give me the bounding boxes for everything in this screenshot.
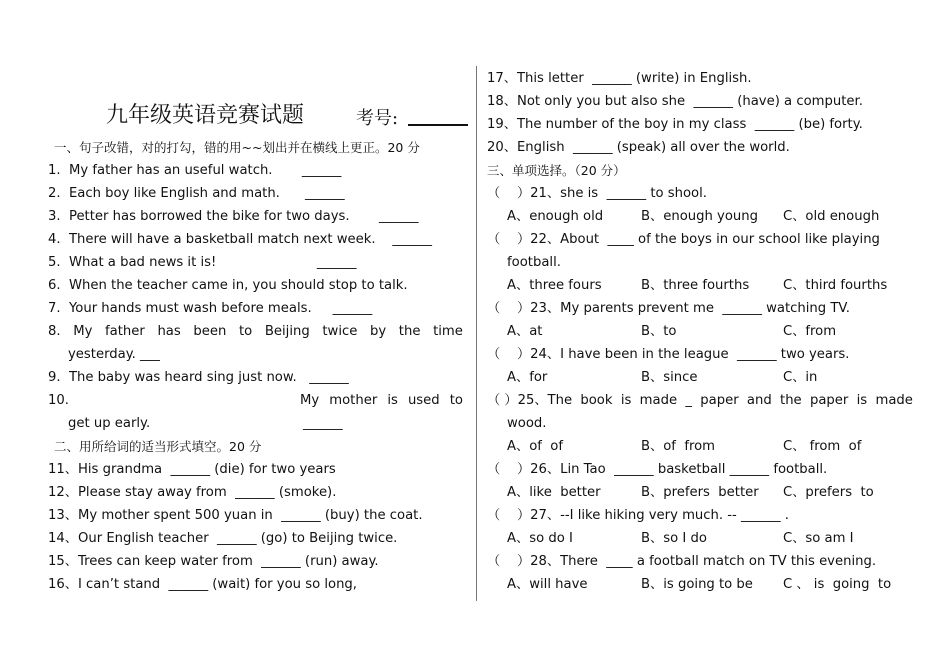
question-line: 17、This letter ______ (write) in English.	[487, 71, 752, 86]
question-line: 2. Each boy like English and math. ______	[48, 186, 345, 201]
question-line: （ ）28、There ____ a football match on TV this evening.	[487, 554, 877, 569]
word: 8.	[48, 324, 61, 339]
question-line: （ ）22、About ____ of the boys in our school like playing	[487, 232, 880, 247]
exam-number-blank	[408, 124, 468, 126]
word: father	[105, 324, 145, 339]
option-b: B、enough young	[641, 209, 759, 224]
question-line: 4. There will have a basketball match next week. ______	[48, 232, 432, 247]
column-divider	[476, 66, 477, 601]
option-b: B、prefers better	[641, 485, 759, 500]
question-line: 16、I can’t stand ______ (wait) for you so long,	[48, 577, 357, 592]
option-c: C、 from of	[783, 439, 862, 454]
question-line: 13、My mother spent 500 yuan in ______ (buy) the coat.	[48, 508, 423, 523]
word: the	[398, 324, 421, 339]
question-line: （ ）27、--I like hiking very much. -- ______ .	[487, 508, 789, 523]
word: My	[73, 324, 93, 339]
option-a: A、so do I	[507, 531, 573, 546]
word: book	[580, 393, 613, 408]
option-a: A、enough old	[507, 209, 604, 224]
option-c: C、old enough	[783, 209, 880, 224]
word: Beijing	[264, 324, 310, 339]
section-1-heading: 一、句子改错，对的打勾，错的用~~划出并在横线上更正。20 分	[54, 140, 420, 155]
word: been	[193, 324, 227, 339]
exam-number-label: 考号:	[356, 108, 399, 129]
option-a: A、at	[507, 324, 543, 339]
word: and	[746, 393, 772, 408]
word: My	[300, 393, 320, 408]
word: paper	[700, 393, 739, 408]
word: has	[157, 324, 181, 339]
word: mother	[329, 393, 378, 408]
question-line: wood.	[507, 416, 547, 431]
section-3-heading: 三、单项选择。（20 分）	[487, 163, 626, 178]
word: to	[238, 324, 253, 339]
option-b: B、since	[641, 370, 698, 385]
question-line: yesterday. ___	[68, 347, 160, 362]
question-line: 15、Trees can keep water from ______ (run) away.	[48, 554, 379, 569]
question-line: football.	[507, 255, 561, 270]
word: used	[407, 393, 440, 408]
option-b: B、of from	[641, 439, 716, 454]
question-line: 14、Our English teacher ______ (go) to Beijing twice.	[48, 531, 398, 546]
question-line: 3. Petter has borrowed the bike for two days. ______	[48, 209, 419, 224]
question-line: 6. When the teacher came in, you should stop to talk.	[48, 278, 408, 293]
question-line: 12、Please stay away from ______ (smoke).	[48, 485, 337, 500]
question-line: 18、Not only you but also she ______ (have) a computer.	[487, 94, 863, 109]
word: twice	[322, 324, 358, 339]
option-b: B、so I do	[641, 531, 707, 546]
option-a: A、like better	[507, 485, 601, 500]
option-c: C 、 is going to	[783, 577, 892, 592]
question-line: （ ）26、Lin Tao ______ basketball ______ football.	[487, 462, 828, 477]
question-line: （ ）21、she is ______ to shool.	[487, 186, 707, 201]
word: to	[449, 393, 463, 408]
question-number: 10.	[48, 393, 69, 408]
word: made	[639, 393, 678, 408]
option-a: A、three fours	[507, 278, 602, 293]
option-c: C、so am I	[783, 531, 854, 546]
word: by	[369, 324, 387, 339]
word: the	[780, 393, 802, 408]
option-a: A、will have	[507, 577, 588, 592]
question-line: 1. My father has an useful watch. ______	[48, 163, 342, 178]
question-line: 11、His grandma ______ (die) for two years	[48, 462, 336, 477]
question-line: 9. The baby was heard sing just now. ______	[48, 370, 349, 385]
exam-title: 九年级英语竞赛试题	[106, 103, 305, 128]
question-line: 7. Your hands must wash before meals. ______	[48, 301, 373, 316]
word: （ ）25、The	[487, 393, 573, 408]
option-c: C、in	[783, 370, 818, 385]
word: paper	[809, 393, 849, 408]
word: is	[387, 393, 398, 408]
question-line: （ ）24、I have been in the league ______ two years.	[487, 347, 850, 362]
option-b: B、three fourths	[641, 278, 750, 293]
question-line-justified	[300, 392, 463, 410]
option-a: A、of of	[507, 439, 564, 454]
word: time	[433, 324, 463, 339]
question-line: （ ）23、My parents prevent me ______ watching TV.	[487, 301, 850, 316]
question-line: 19、The number of the boy in my class ______ (be) forty.	[487, 117, 863, 132]
option-c: C、third fourths	[783, 278, 888, 293]
option-c: C、from	[783, 324, 837, 339]
question-line: 20、English ______ (speak) all over the world.	[487, 140, 790, 155]
question-line-justified	[48, 323, 463, 341]
answer-blank: ______	[303, 416, 343, 431]
question-line-justified	[487, 392, 913, 410]
section-2-heading: 二、用所给词的适当形式填空。20 分	[54, 439, 262, 454]
question-line: get up early.	[68, 416, 151, 431]
option-b: B、to	[641, 324, 677, 339]
question-line: 5. What a bad news it is! ______	[48, 255, 357, 270]
option-c: C、prefers to	[783, 485, 874, 500]
word: made	[875, 393, 913, 408]
word: _	[685, 393, 692, 408]
option-b: B、is going to be	[641, 577, 753, 592]
word: is	[620, 393, 632, 408]
word: is	[856, 393, 868, 408]
option-a: A、for	[507, 370, 548, 385]
